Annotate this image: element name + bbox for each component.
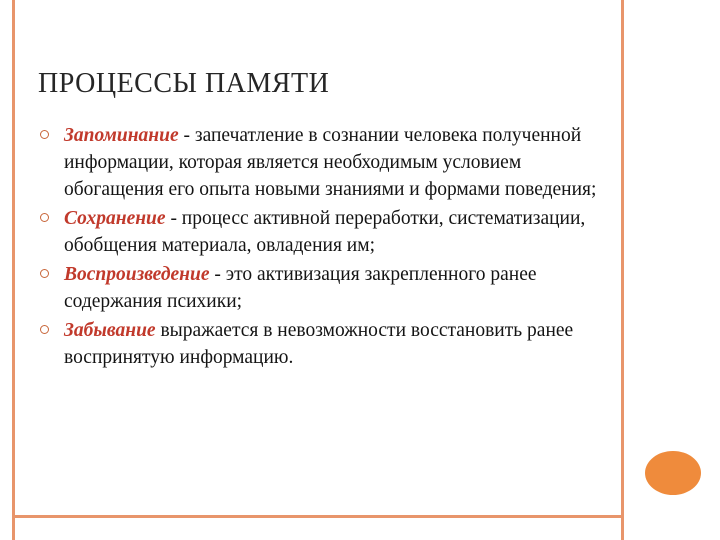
bullet-circle-icon	[40, 130, 49, 139]
bullet-circle-icon	[40, 325, 49, 334]
bullet-text: - процесс активной переработки, систематизации, обобщения материала, овладения им;	[64, 208, 586, 256]
bullet-term: Воспроизведение	[64, 264, 210, 285]
page-title: ПРОЦЕССЫ ПАМЯТИ	[38, 68, 330, 99]
decorative-circle	[645, 451, 701, 495]
bullet-text: выражается в невозможности восстановить ранее воспринятую информацию.	[64, 320, 574, 368]
list-item	[30, 122, 605, 203]
bullet-text: - запечатление в сознании человека полученной информации, которая является необходимым условием обогащения его опыта новыми знаниями и формами поведения;	[64, 125, 597, 200]
list-item	[30, 205, 605, 259]
bullet-circle-icon	[40, 269, 49, 278]
bullet-term: Запоминание	[64, 125, 179, 146]
bullet-circle-icon	[40, 213, 49, 222]
list-item	[30, 317, 605, 371]
left-accent-bar	[12, 0, 15, 540]
bullet-term: Сохранение	[64, 208, 166, 229]
right-accent-bar	[621, 0, 624, 540]
list-item	[30, 261, 605, 315]
bullet-list	[30, 122, 605, 373]
bullet-term: Забывание	[64, 320, 156, 341]
bullet-text: - это активизация закрепленного ранее содержания психики;	[64, 264, 537, 312]
bottom-accent-bar	[12, 515, 624, 518]
